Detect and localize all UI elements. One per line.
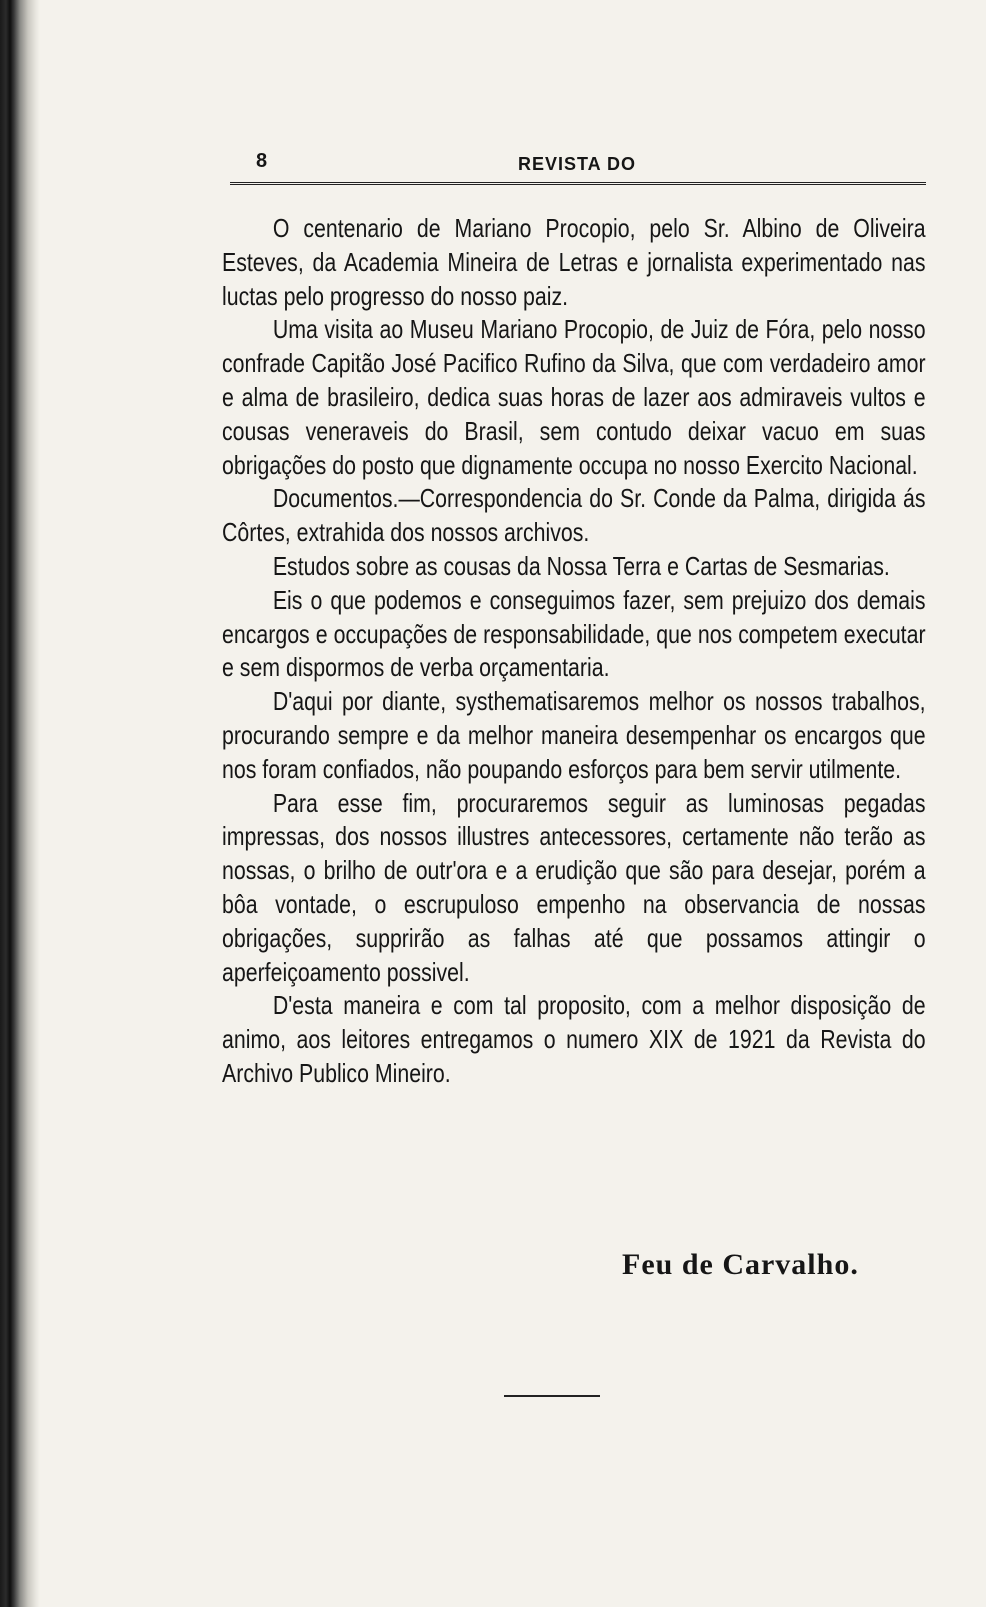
- paragraph: Documentos.—Correspondencia do Sr. Conde da Palma, dirigida ás Côrtes, extrahida dos nossos archivos.: [222, 483, 926, 548]
- paragraph: Uma visita ao Museu Mariano Procopio, de Juiz de Fóra, pelo nosso confrade Capitão José Pacifico Rufino da Silva, que com verdadeiro amor e alma de brasileiro, dedica suas horas de lazer aos admiraveis vultos e cousas veneraveis do Brasil, sem contudo deixar vacuo em suas obrigações do posto que dignamente occupa no nosso Exercito Nacional.: [222, 314, 926, 480]
- paragraph: O centenario de Mariano Procopio, pelo Sr. Albino de Oliveira Esteves, da Academia Mineira de Letras e jornalista experimentado nas luctas pelo progresso do nosso paiz.: [222, 213, 926, 311]
- paragraph: Estudos sobre as cousas da Nossa Terra e Cartas de Sesmarias.: [272, 550, 890, 581]
- paragraph: Eis o que podemos e conseguimos fazer, sem prejuizo dos demais encargos e occupações de responsabilidade, que nos competem executar e sem dispormos de verba orçamentaria.: [222, 584, 926, 683]
- paragraph: D'aqui por diante, systhematisaremos melhor os nossos trabalhos, procurando sempre e da melhor maneira desempenhar os encargos que nos foram confiados, não poupando esforços para bem servir utilmente.: [222, 686, 926, 784]
- document-body: [222, 212, 926, 1091]
- header-rule: [230, 182, 926, 185]
- scanned-binding-edge: [0, 0, 40, 1607]
- running-title: REVISTA DO: [518, 154, 637, 174]
- document-page: [222, 148, 926, 1281]
- signature: Feu de Carvalho.: [622, 1248, 859, 1281]
- paragraph: Para esse fim, procuraremos seguir as luminosas pegadas impressas, dos nossos illustres antecessores, certamente não terão as nossas, o brilho de outr'ora e a erudição que são para desejar, porém a bôa vontade, o escrupuloso empenho na observancia de nossas obrigações, supprirão as falhas até que possamos attingir o aperfeiçoamento possivel.: [222, 787, 926, 987]
- paragraph: D'esta maneira e com tal proposito, com a melhor disposição de animo, aos leitores entregamos o numero XIX de 1921 da Revista do Archivo Publico Mineiro.: [222, 990, 926, 1088]
- page-header: [222, 148, 926, 182]
- page-number: 8: [256, 150, 268, 172]
- closing-rule: [504, 1395, 600, 1397]
